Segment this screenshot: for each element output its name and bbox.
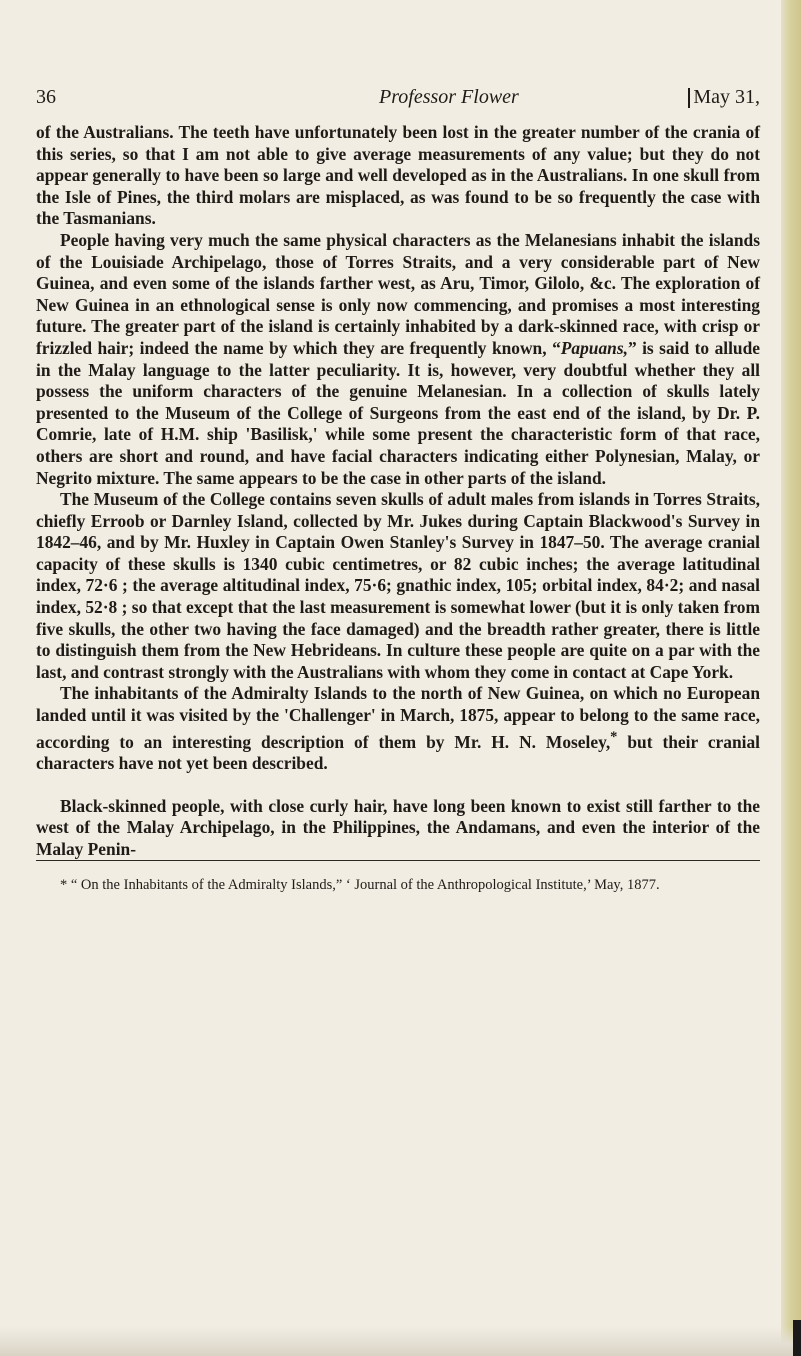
quote-mark: “ — [552, 337, 561, 358]
header-date: May 31, — [693, 86, 760, 108]
running-header — [36, 86, 760, 116]
paragraph: of the Australians. The teeth have unfortunately been lost in the greater number of the crania of this series, so that I am not able to give average measurements of any value; but they do not appear generally to have been so large and well developed as in the Australians. In one skull from the Isle of Pines, the third molars are misplaced, as was found to be so frequently the case with the Tasmanians. — [36, 122, 760, 229]
footnote: * “ On the Inhabitants of the Admiralty Islands,” ‘ Journal of the Anthropological Institute,’ May, 1877. — [60, 877, 660, 893]
paragraph: The Museum of the College contains seven skulls of adult males from islands in Torres Straits, chiefly Erroob or Darnley Island, collected by Mr. Jukes during Captain Blackwood's Survey in 1842–46, and by Mr. Huxley in Captain Owen Stanley's Survey in 1847–50. The average cranial capacity of these skulls is 1340 cubic centimetres, or 82 cubic inches; the average latitudinal index, 72·6 ; the average altitudinal index, 75·6; gnathic index, 105; orbital index, 84·2; and nasal index, 52·8 ; so that except that the last measurement is somewhat lower (but it is only taken from five skulls, the other two having the face damaged) and the breadth rather greater, there is little to distinguish them from the New Hebrideans. In culture these people are quite on a par with the last, and contrast strongly with the Australians with whom they come in contact at Cape York. — [36, 489, 760, 682]
running-title: Professor Flower — [379, 86, 519, 108]
paragraph-text: The inhabitants of the Admiralty Islands to the north of New Guinea, on which no European landed until it was visited by the 'Challenger' in March, 1875, appear to belong to the same race, according to an interesting description of them by Mr. H. N. Moseley, — [36, 683, 760, 752]
page-edge-shadow — [781, 0, 801, 1356]
paragraph — [36, 230, 760, 489]
paragraph: Black-skinned people, with close curly hair, have long been known to exist still farther to the west of the Malay Archipelago, in the Philippines, the Andamans, and even the interior of the Malay Penin- — [36, 795, 760, 859]
footnote-divider — [36, 860, 760, 861]
paragraph — [36, 683, 760, 774]
footnote-marker: * — [610, 728, 618, 745]
page-bottom-shadow — [0, 1326, 801, 1356]
binding-mark — [793, 1320, 801, 1356]
page-number: 36 — [36, 86, 56, 108]
paragraph-text: ” is said to allude in the Malay language to the latter peculiarity. It is, however, very doubtful whether they all possess the uniform characters of the genuine Melanesian. In a collection of skulls lately presented to the Museum of the College of Surgeons from the east end of the island, by Dr. P. Comrie, late of H.M. ship 'Basilisk,' while some present the characteristic form of that race, others are short and round, and have facial characters indicating either Polynesian, Malay, or Negrito mixture. The same appears to be the case in other parts of the island. — [36, 337, 760, 488]
body-text — [36, 122, 760, 860]
paragraph-text: People having very much the same physical characters as the Melanesians inhabit the islands of the Louisiade Archipelago, those of Torres Straits, and a very considerable part of New Guinea, and even some of the islands farther west, as Aru, Timor, Gilolo, &c. The exploration of New Guinea in an ethnological sense is only now commencing, and promises a most interesting future. The greater part of the island is certainly inhabited by a dark-skinned race, with crisp or frizzled hair; indeed the name by which they are frequently known, — [36, 229, 760, 358]
italic-term: Papuans, — [560, 337, 628, 358]
paragraph-text: but their cranial characters have not yet been described. — [36, 731, 760, 774]
